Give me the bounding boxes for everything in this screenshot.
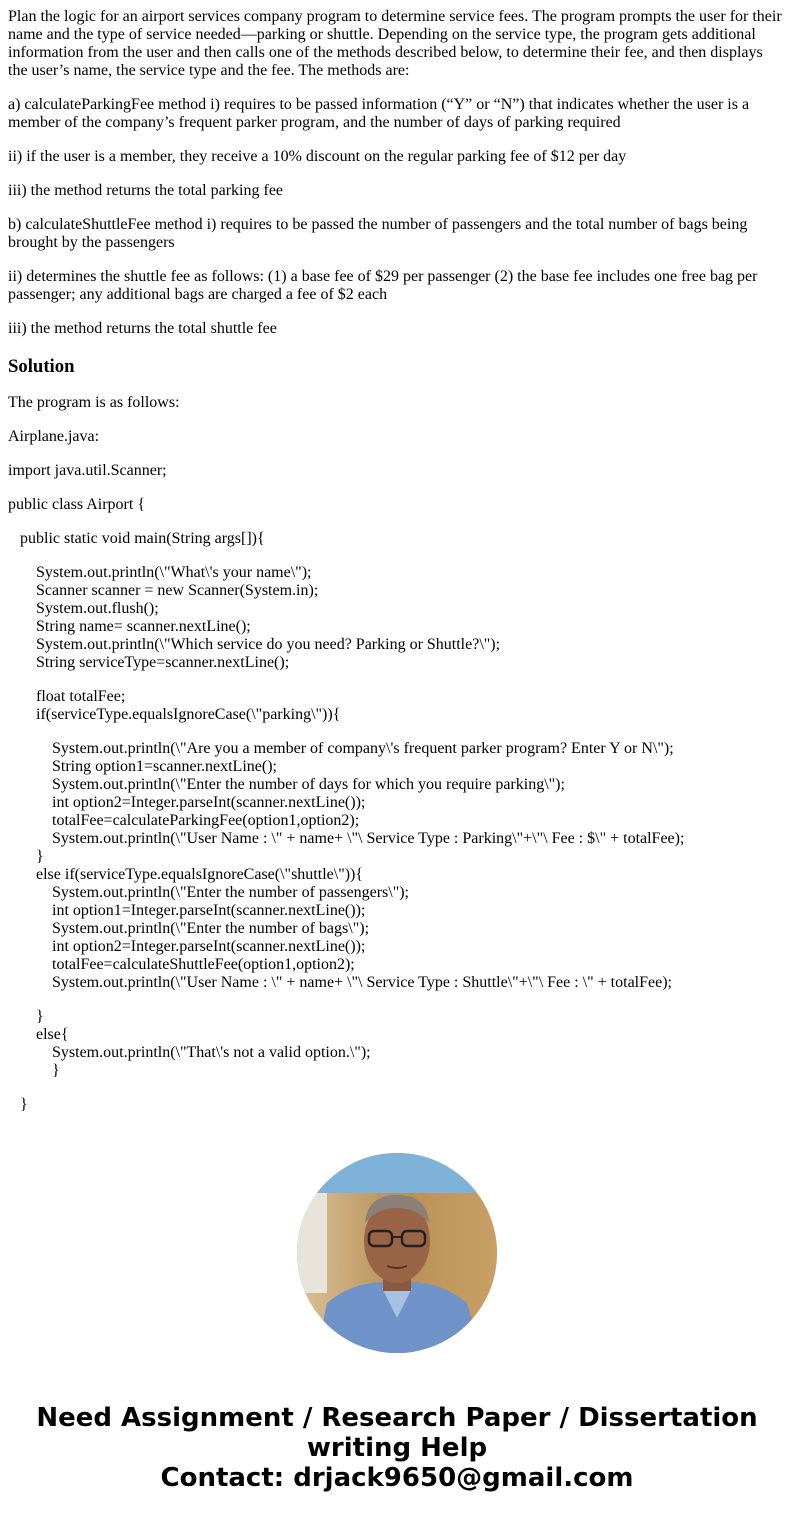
code-line: Scanner scanner = new Scanner(System.in); (36, 582, 319, 599)
code-line: } (36, 1008, 44, 1025)
code-line: String name= scanner.nextLine(); (36, 618, 251, 635)
code-line: System.out.println(\"Enter the number of bags\"); (52, 920, 370, 937)
code-line: else if(serviceType.equalsIgnoreCase(\"shuttle\")){ (36, 866, 364, 883)
contact-banner (0, 1403, 794, 1493)
author-avatar (297, 1153, 497, 1353)
code-line: System.out.println(\"Enter the number of passengers\"); (52, 884, 409, 901)
code-line: System.out.println(\"User Name : \" + name+ \"\ Service Type : Parking\"+\"\ Fee : $\" + totalFee); (52, 830, 685, 847)
code-line: System.out.println(\"User Name : \" + name+ \"\ Service Type : Shuttle\"+\"\ Fee : \" + totalFee); (52, 974, 672, 991)
solution-heading: Solution (8, 356, 75, 377)
code-line: System.out.println(\"What\'s your name\"); (36, 564, 312, 581)
code-line: } (36, 848, 44, 865)
code-line: totalFee=calculateShuttleFee(option1,option2); (52, 956, 355, 973)
code-line: float totalFee; (36, 688, 126, 705)
code-line: int option1=Integer.parseInt(scanner.nextLine()); (52, 902, 366, 919)
question-item: iii) the method returns the total parking fee (8, 182, 284, 199)
code-line: totalFee=calculateParkingFee(option1,option2); (52, 812, 360, 829)
question-item: ii) if the user is a member, they receive a 10% discount on the regular parking fee of $12 per day (8, 148, 627, 165)
code-line: System.out.println(\"That\'s not a valid option.\"); (52, 1044, 371, 1061)
portrait-image (297, 1153, 497, 1353)
code-line: } (20, 1096, 28, 1113)
code-import: import java.util.Scanner; (8, 462, 167, 479)
code-block-if (8, 688, 786, 724)
code-line: String serviceType=scanner.nextLine(); (36, 654, 290, 671)
solution-intro: The program is as follows: (8, 394, 180, 411)
code-block-else (8, 1008, 786, 1080)
code-block-input (8, 564, 786, 672)
code-line: System.out.println(\"Enter the number of days for which you require parking\"); (52, 776, 565, 793)
filename: Airplane.java: (8, 428, 100, 445)
code-line: String option1=scanner.nextLine(); (52, 758, 277, 775)
code-block-branches (8, 740, 786, 992)
document (8, 8, 786, 1130)
code-class-decl: public class Airport { (8, 496, 145, 513)
code-line: else{ (36, 1026, 69, 1043)
code-line: System.out.println(\"Are you a member of company\'s frequent parker program? Enter Y or N\"); (52, 740, 674, 757)
code-main-decl (8, 530, 786, 548)
code-line: System.out.println(\"Which service do you need? Parking or Shuttle?\"); (36, 636, 501, 653)
banner-line: Need Assignment / Research Paper / Dissertation (36, 1403, 758, 1433)
question-item: a) calculateParkingFee method i) requires to be passed information (“Y” or “N”) that indicates whether the user is a member of the company’s frequent parker program, and the number of days of parking required (8, 96, 750, 131)
code-closing (8, 1096, 786, 1114)
question-item: b) calculateShuttleFee method i) requires to be passed the number of passengers and the total number of bags being brought by the passengers (8, 216, 748, 251)
code-line: public static void main(String args[]){ (20, 530, 265, 547)
contact-email: Contact: drjack9650@gmail.com (160, 1463, 634, 1493)
question-item: ii) determines the shuttle fee as follows: (1) a base fee of $29 per passenger (2) the base fee includes one free bag per passenger; any additional bags are charged a fee of $2 each (8, 268, 758, 303)
code-line: int option2=Integer.parseInt(scanner.nextLine()); (52, 794, 366, 811)
question-intro: Plan the logic for an airport services company program to determine service fees. The program prompts the user for their name and the type of service needed—parking or shuttle. Depending on the service type, the program gets additional information from the user and then calls one of the methods described below, to determine their fee, and then displays the user’s name, the service type and the fee. The methods are: (8, 8, 782, 79)
code-line: int option2=Integer.parseInt(scanner.nextLine()); (52, 938, 366, 955)
code-line: if(serviceType.equalsIgnoreCase(\"parking\")){ (36, 706, 341, 723)
code-line: } (52, 1062, 60, 1079)
code-line: System.out.flush(); (36, 600, 159, 617)
question-item: iii) the method returns the total shuttle fee (8, 320, 277, 337)
banner-line: writing Help (306, 1433, 488, 1463)
